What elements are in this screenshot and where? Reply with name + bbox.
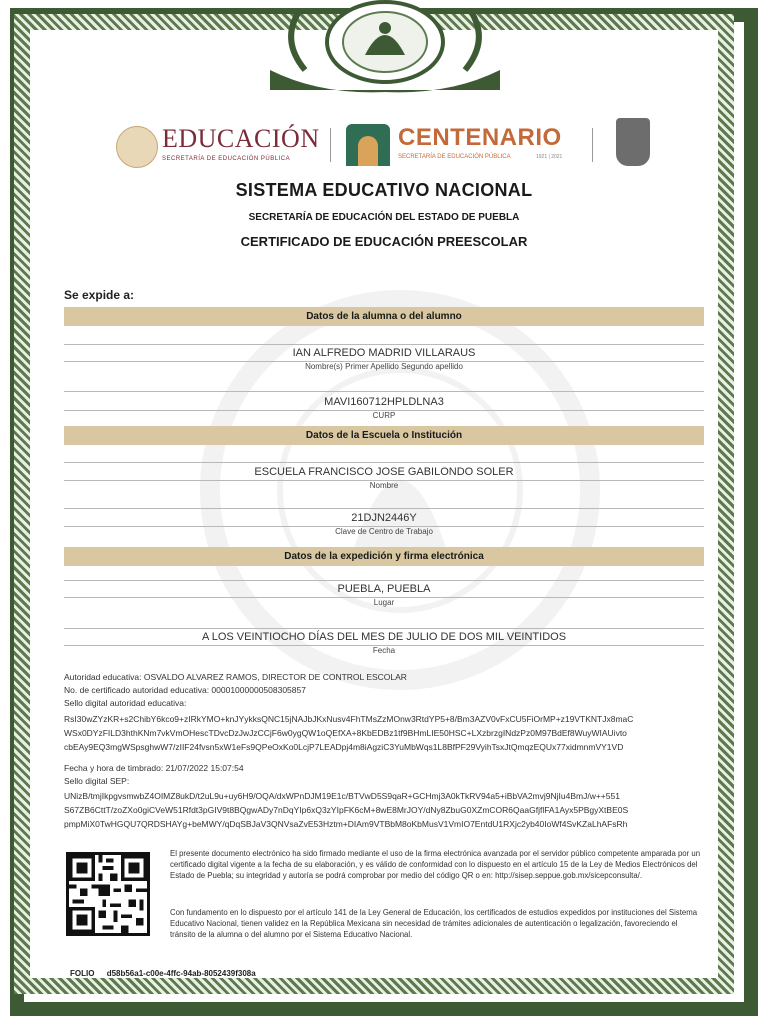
legal-paragraph-electronic-signature: El presente documento electrónico ha sido firmado mediante el uso de la firma electrónica avanzada por el servidor público competente amparada por un certificado digital vigente a la fecha de su elaboración, y es válido de conformidad con lo dispuesto en el artículo 15 de la Ley de Medios Electrónicos del Estado de Puebla; su integridad y autoría se podrá comprobar por medio del código QR o en: http://sisep.seppue.gob.mx/sicepconsulta/. <box>170 849 701 880</box>
school-name: ESCUELA FRANCISCO JOSE GABILONDO SOLER <box>254 466 514 478</box>
qr-code-icon[interactable] <box>66 852 150 936</box>
authority-seal-line: RsI30wZYzKR+s2ChibY6kco9+zIRkYMO+knJYykksQNC15jNAJbJKxNusv4FhTMsZzMOnw3RtdYP5+8/Bm3AZV0vFxCU5FiOrMP+z19VTKNTJx8maC <box>64 714 634 724</box>
education-emblem-icon <box>116 126 158 168</box>
logo-divider <box>330 128 331 162</box>
expedition-place: PUEBLA, PUEBLA <box>337 583 431 595</box>
folio-value: d58b56a1-c00e-4ffc-94ab-8052439f308a <box>106 969 256 978</box>
puebla-shield-icon <box>616 118 650 166</box>
authority-seal-label: Sello digital autoridad educativa: <box>64 698 187 708</box>
sep-seal-line: pmpMiX0TwHGQU7QRDSHAYg+beMWY/qDqSBJaV3QNVsaZvE53Hztm+DIAm9VTBbM8oKbMusV1VmIO7EntdU1RXjc2yb40IoWf4SvKZaLhAFsRh <box>64 819 628 829</box>
student-name-label: Nombre(s) Primer Apellido Segundo apellido <box>305 362 463 371</box>
system-title: SISTEMA EDUCATIVO NACIONAL <box>235 180 533 200</box>
authority-seal-line: WSx0DYzFILD3hthKNm7vkVmOHescTDvcDzJwJzCCjF6w0ygQW1oQEfXA+8KbEDBz1tf9BHmLIE50HSC+LXzbrzgINdzPz0M97BdEf8WuyWIAUivto <box>64 728 627 738</box>
arch-icon <box>346 124 390 166</box>
stamp-datetime: Fecha y hora de timbrado: 21/07/2022 15:07:54 <box>64 763 244 773</box>
sep-seal-label: Sello digital SEP: <box>64 776 130 786</box>
divider <box>64 391 704 392</box>
sep-seal-line: UNizB/tmjIkpgvsmwbZ4OIMZ8ukD/t2uL9u+uy6H9/OQA/dxWPnDJM19E1c/BTVwD5S9qaR+GCHmj3A0kTkRV94a5+iBbVA2mvj9NjIu4BmJ/w++551 <box>64 791 620 801</box>
divider <box>64 628 704 629</box>
centenario-logo-sub: SECRETARÍA DE EDUCACIÓN PÚBLICA <box>398 154 511 160</box>
divider <box>64 580 704 581</box>
section-expedition-header: Datos de la expedición y firma electrónica <box>64 547 704 566</box>
expedition-date-label: Fecha <box>372 646 396 655</box>
school-cct-label: Clave de Centro de Trabajo <box>335 527 433 536</box>
divider <box>64 344 704 345</box>
centenario-logo-years: 1921 | 2021 <box>536 154 563 160</box>
secretary-subtitle: SECRETARÍA DE EDUCACIÓN DEL ESTADO DE PUEBLA <box>248 212 520 223</box>
authority-seal-line: cbEAy9EQ3mgWSpsghwW7/zIIF24fvsn5xW1eFs9QPeOxKo0LcjP7LEADpj4m8iAgziC3YuMbWqs1L8BfPF29VyihTsxJtQmqzEQUx77xidmnmVY1VD <box>64 742 624 752</box>
certificate-title: CERTIFICADO DE EDUCACIÓN PREESCOLAR <box>240 234 528 249</box>
student-curp: MAVI160712HPLDLNA3 <box>324 396 444 408</box>
education-logo-name: EDUCACIÓN <box>162 124 320 153</box>
centenario-logo <box>346 120 576 170</box>
school-name-label: Nombre <box>369 481 399 490</box>
expedition-place-label: Lugar <box>373 598 395 607</box>
folio <box>70 969 256 978</box>
student-curp-label: CURP <box>372 411 396 420</box>
folio-label: FOLIO <box>70 969 95 978</box>
education-logo-sub: SECRETARÍA DE EDUCACIÓN PÚBLICA <box>162 156 291 162</box>
expedition-date: A LOS VEINTIOCHO DÍAS DEL MES DE JULIO DE DOS MIL VEINTIDOS <box>201 631 567 643</box>
sep-seal-line: S67ZB6CttT/zoZXo0giCVeW51Rfdt3pGIV9t8BQgwADy7nDqYIp6xQ3zYIpFK6cM+8wE8MrJOY/dNy8ZbuG0XZmCOR6QaaGfjflFA1Ayx5PBgyXtBE0S <box>64 805 629 815</box>
authority-name: Autoridad educativa: OSVALDO ALVAREZ RAMOS, DIRECTOR DE CONTROL ESCOLAR <box>64 672 407 682</box>
student-name: IAN ALFREDO MADRID VILLARAUS <box>292 347 476 359</box>
centenario-logo-name: CENTENARIO <box>398 124 562 151</box>
legal-paragraph-validity: Con fundamento en lo dispuesto por el artículo 141 de la Ley General de Educación, los certificados de estudios expedidos por instituciones del Sistema Educativo Nacional, tienen validez en la República Mexicana sin necesidad de trámites adicionales de autenticación o legalización, favoreciendo el tránsito de la alumna o del alumno por el Sistema Educativo Nacional. <box>170 908 698 939</box>
education-logo <box>116 122 320 170</box>
logos-row <box>116 116 656 176</box>
logo-divider <box>592 128 593 162</box>
section-student-header: Datos de la alumna o del alumno <box>64 307 704 326</box>
authority-cert-number: No. de certificado autoridad educativa: 00001000000508305857 <box>64 685 306 695</box>
section-school-header: Datos de la Escuela o Institución <box>64 426 704 445</box>
school-cct: 21DJN2446Y <box>351 512 417 524</box>
divider <box>64 462 704 463</box>
divider <box>64 508 704 509</box>
issued-to-label: Se expide a: <box>64 288 135 302</box>
